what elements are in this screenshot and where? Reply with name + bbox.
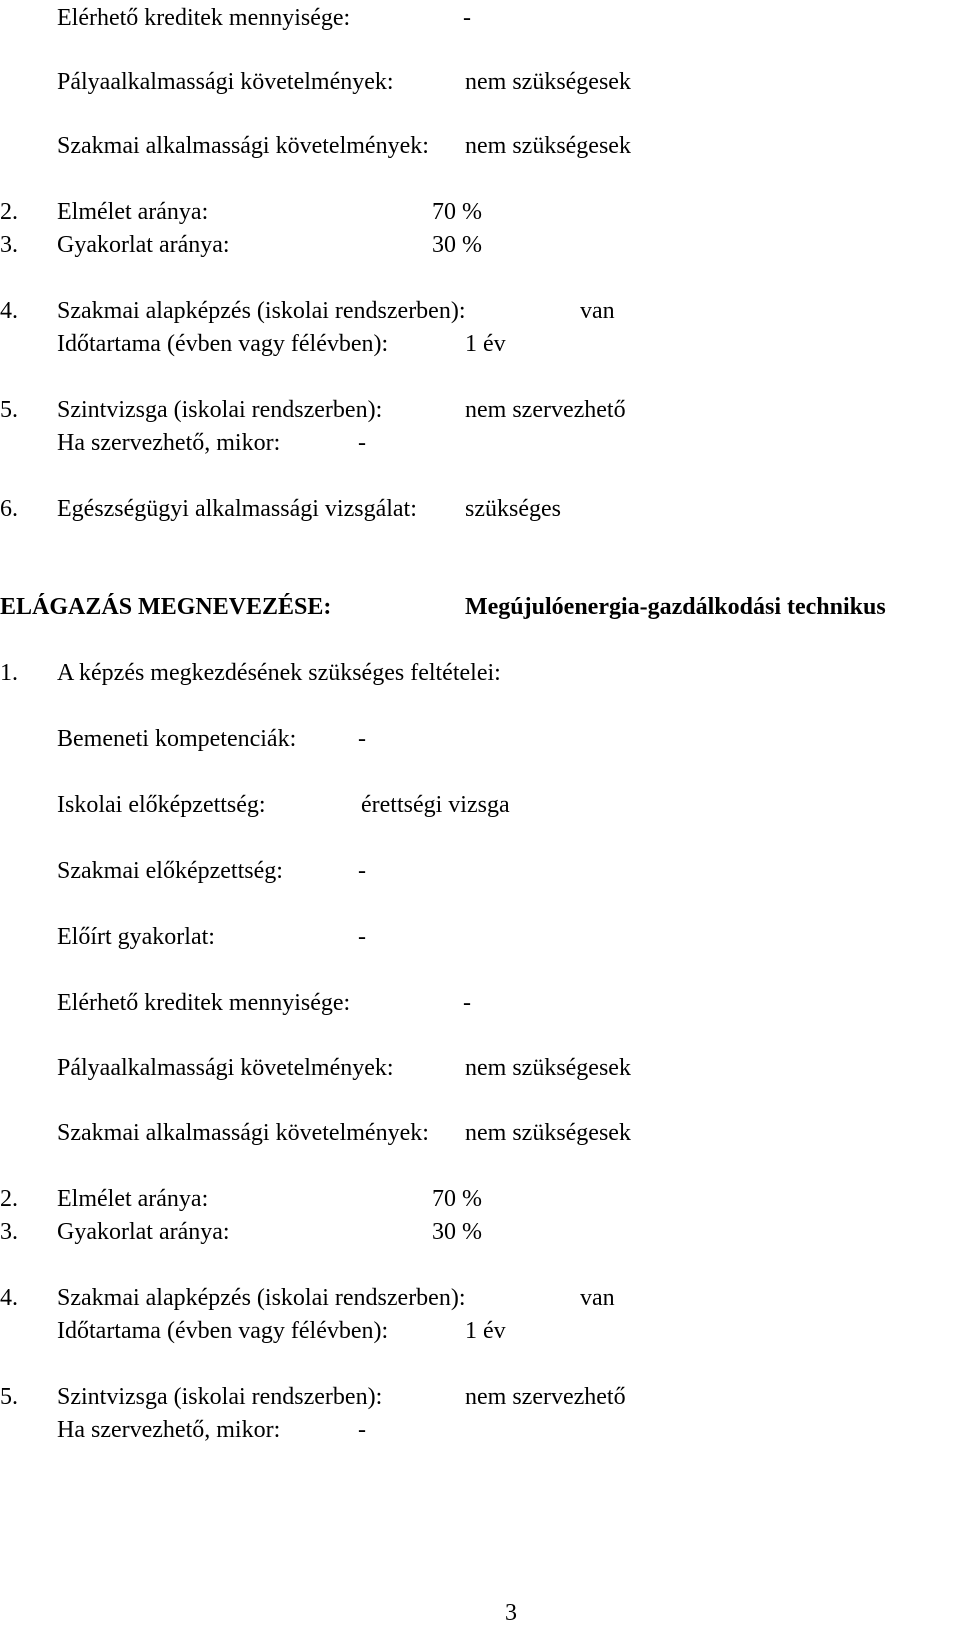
when2-value: -	[358, 1417, 366, 1443]
credits-value: -	[463, 5, 471, 31]
theory2-value: 70 %	[432, 1186, 482, 1212]
prof-req-label: Szakmai alkalmassági követelmények:	[57, 133, 429, 159]
level-exam2-value: nem szervezhető	[465, 1384, 626, 1410]
credits-label: Elérhető kreditek mennyisége:	[57, 5, 351, 31]
health-num: 6.	[0, 496, 18, 522]
career-req-label: Pályaalkalmassági követelmények:	[57, 69, 394, 95]
practice-value: 30 %	[432, 232, 482, 258]
practice2-label: Gyakorlat aránya:	[57, 1219, 230, 1245]
basic-training-value: van	[580, 298, 615, 324]
prereq-label: A képzés megkezdésének szükséges feltételei:	[57, 660, 501, 686]
level-exam2-num: 5.	[0, 1384, 18, 1410]
prescribed-label: Előírt gyakorlat:	[57, 924, 215, 950]
career-req-value: nem szükségesek	[465, 69, 631, 95]
school-edu-label: Iskolai előképzettség:	[57, 792, 266, 818]
basic-training2-value: van	[580, 1285, 615, 1311]
duration2-label: Időtartama (évben vagy félévben):	[57, 1318, 389, 1344]
prescribed-value: -	[358, 924, 366, 950]
basic-training2-label: Szakmai alapképzés (iskolai rendszerben):	[57, 1285, 466, 1311]
when2-label: Ha szervezhető, mikor:	[57, 1417, 281, 1443]
credits2-value: -	[463, 990, 471, 1016]
school-edu-value: érettségi vizsga	[361, 792, 510, 818]
theory-num: 2.	[0, 199, 18, 225]
page-number: 3	[505, 1600, 517, 1626]
level-exam-label: Szintvizsga (iskolai rendszerben):	[57, 397, 383, 423]
theory-value: 70 %	[432, 199, 482, 225]
duration-value: 1 év	[465, 331, 506, 357]
input-comp-value: -	[358, 726, 366, 752]
when-label: Ha szervezhető, mikor:	[57, 430, 281, 456]
prof-edu-value: -	[358, 858, 366, 884]
health-label: Egészségügyi alkalmassági vizsgálat:	[57, 496, 417, 522]
credits2-label: Elérhető kreditek mennyisége:	[57, 990, 351, 1016]
branch-label: ELÁGAZÁS MEGNEVEZÉSE:	[0, 594, 332, 620]
level-exam-num: 5.	[0, 397, 18, 423]
career-req2-value: nem szükségesek	[465, 1055, 631, 1081]
practice2-value: 30 %	[432, 1219, 482, 1245]
practice-num: 3.	[0, 232, 18, 258]
practice2-num: 3.	[0, 1219, 18, 1245]
practice-label: Gyakorlat aránya:	[57, 232, 230, 258]
basic-training-label: Szakmai alapképzés (iskolai rendszerben):	[57, 298, 466, 324]
prof-req2-value: nem szükségesek	[465, 1120, 631, 1146]
theory2-label: Elmélet aránya:	[57, 1186, 209, 1212]
career-req2-label: Pályaalkalmassági követelmények:	[57, 1055, 394, 1081]
health-value: szükséges	[465, 496, 561, 522]
when-value: -	[358, 430, 366, 456]
duration2-value: 1 év	[465, 1318, 506, 1344]
branch-value: Megújulóenergia-gazdálkodási technikus	[465, 594, 886, 620]
theory2-num: 2.	[0, 1186, 18, 1212]
prereq-num: 1.	[0, 660, 18, 686]
level-exam-value: nem szervezhető	[465, 397, 626, 423]
prof-req-value: nem szükségesek	[465, 133, 631, 159]
duration-label: Időtartama (évben vagy félévben):	[57, 331, 389, 357]
level-exam2-label: Szintvizsga (iskolai rendszerben):	[57, 1384, 383, 1410]
prof-req2-label: Szakmai alkalmassági követelmények:	[57, 1120, 429, 1146]
input-comp-label: Bemeneti kompetenciák:	[57, 726, 297, 752]
basic-training2-num: 4.	[0, 1285, 18, 1311]
prof-edu-label: Szakmai előképzettség:	[57, 858, 283, 884]
theory-label: Elmélet aránya:	[57, 199, 209, 225]
basic-training-num: 4.	[0, 298, 18, 324]
